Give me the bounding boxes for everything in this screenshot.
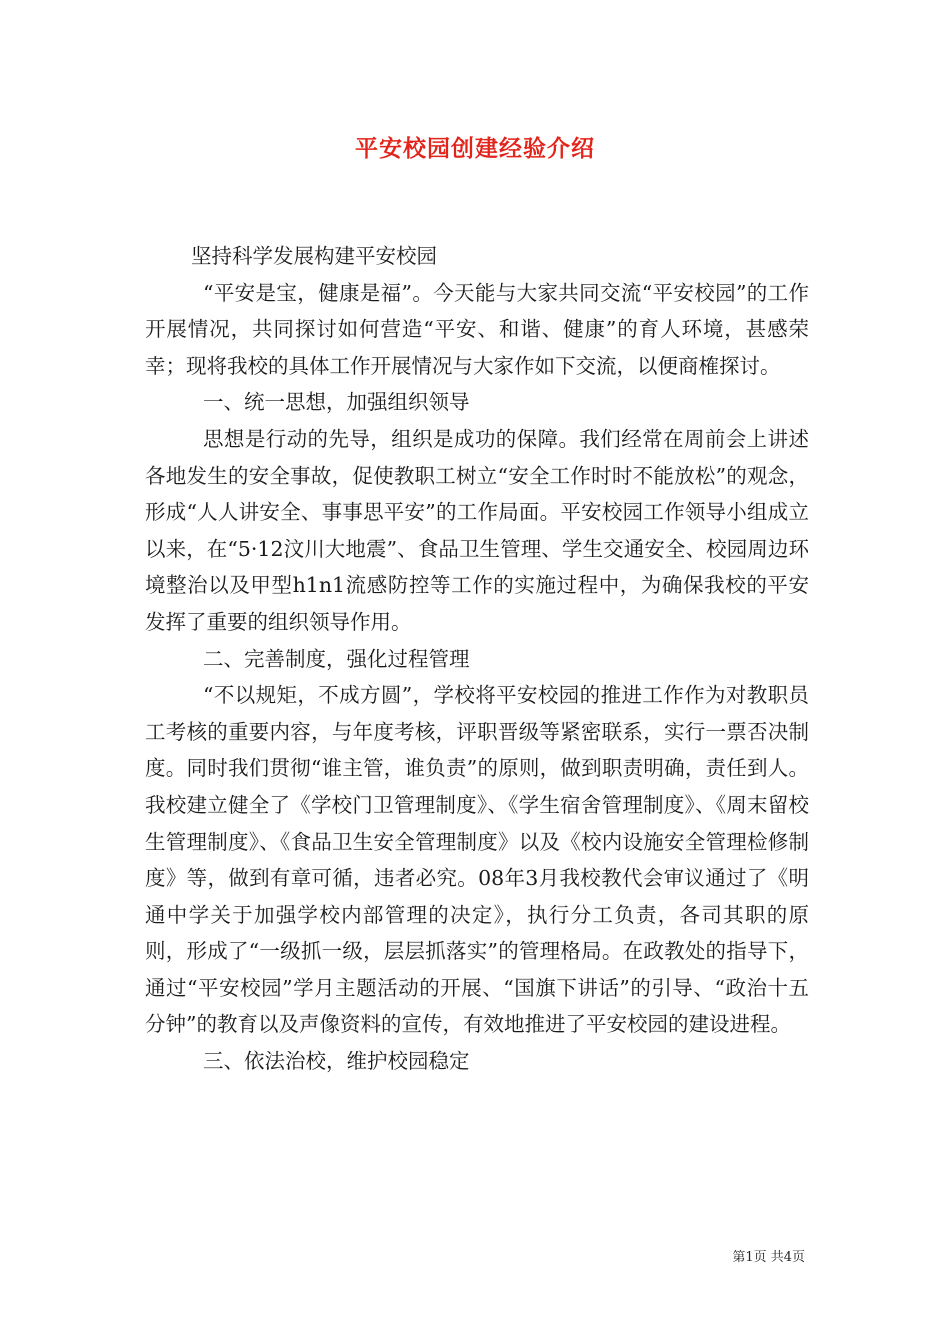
section-heading-3: 三、依法治校，维护校园稳定 bbox=[203, 1049, 470, 1074]
document-body bbox=[145, 238, 809, 1080]
intro-paragraph: “平安是宝，健康是福”。今天能与大家共同交流“平安校园”的工作开展情况，共同探讨如何营造“平安、和谐、健康”的育人环境，甚感荣幸；现将我校的具体工作开展情况与大家作如下交流，以便商榷探讨。 bbox=[145, 280, 809, 378]
page-title: 平安校园创建经验介绍 bbox=[355, 135, 595, 162]
section-heading-1: 一、统一思想，加强组织领导 bbox=[203, 390, 470, 415]
section-heading-2: 二、完善制度，强化过程管理 bbox=[203, 646, 470, 671]
section-1-paragraph: 思想是行动的先导，组织是成功的保障。我们经常在周前会上讲述各地发生的安全事故，促使教职工树立“安全工作时时不能放松”的观念，形成“人人讲安全、事事思平安”的工作局面。平安校园工作领导小组成立以来，在“5·12汶川大地震”、食品卫生管理、学生交通安全、校园周边环境整治以及甲型h1n1流感防控等工作的实施过程中，为确保我校的平安发挥了重要的组织领导作用。 bbox=[145, 426, 809, 634]
subtitle-paragraph: 坚持科学发展构建平安校园 bbox=[191, 244, 437, 268]
page-number-footer: 第1页 共4页 bbox=[732, 1250, 805, 1265]
section-2-paragraph: “不以规矩，不成方圆”，学校将平安校园的推进工作作为对教职员工考核的重要内容，与年度考核，评职晋级等紧密联系，实行一票否决制度。同时我们贯彻“谁主管，谁负责”的原则，做到职责明确，责任到人。我校建立健全了《学校门卫管理制度》、《学生宿舍管理制度》、《周末留校生管理制度》、《食品卫生安全管理制度》以及《校内设施安全管理检修制度》等，做到有章可循，违者必究。08年3月我校教代会审议通过了《明通中学关于加强学校内部管理的决定》，执行分工负责，各司其职的原则，形成了“一级抓一级，层层抓落实”的管理格局。在政教处的指导下，通过“平安校园”学月主题活动的开展、“国旗下讲话”的引导、“政治十五分钟”的教育以及声像资料的宣传，有效地推进了平安校园的建设进程。 bbox=[145, 683, 809, 1037]
